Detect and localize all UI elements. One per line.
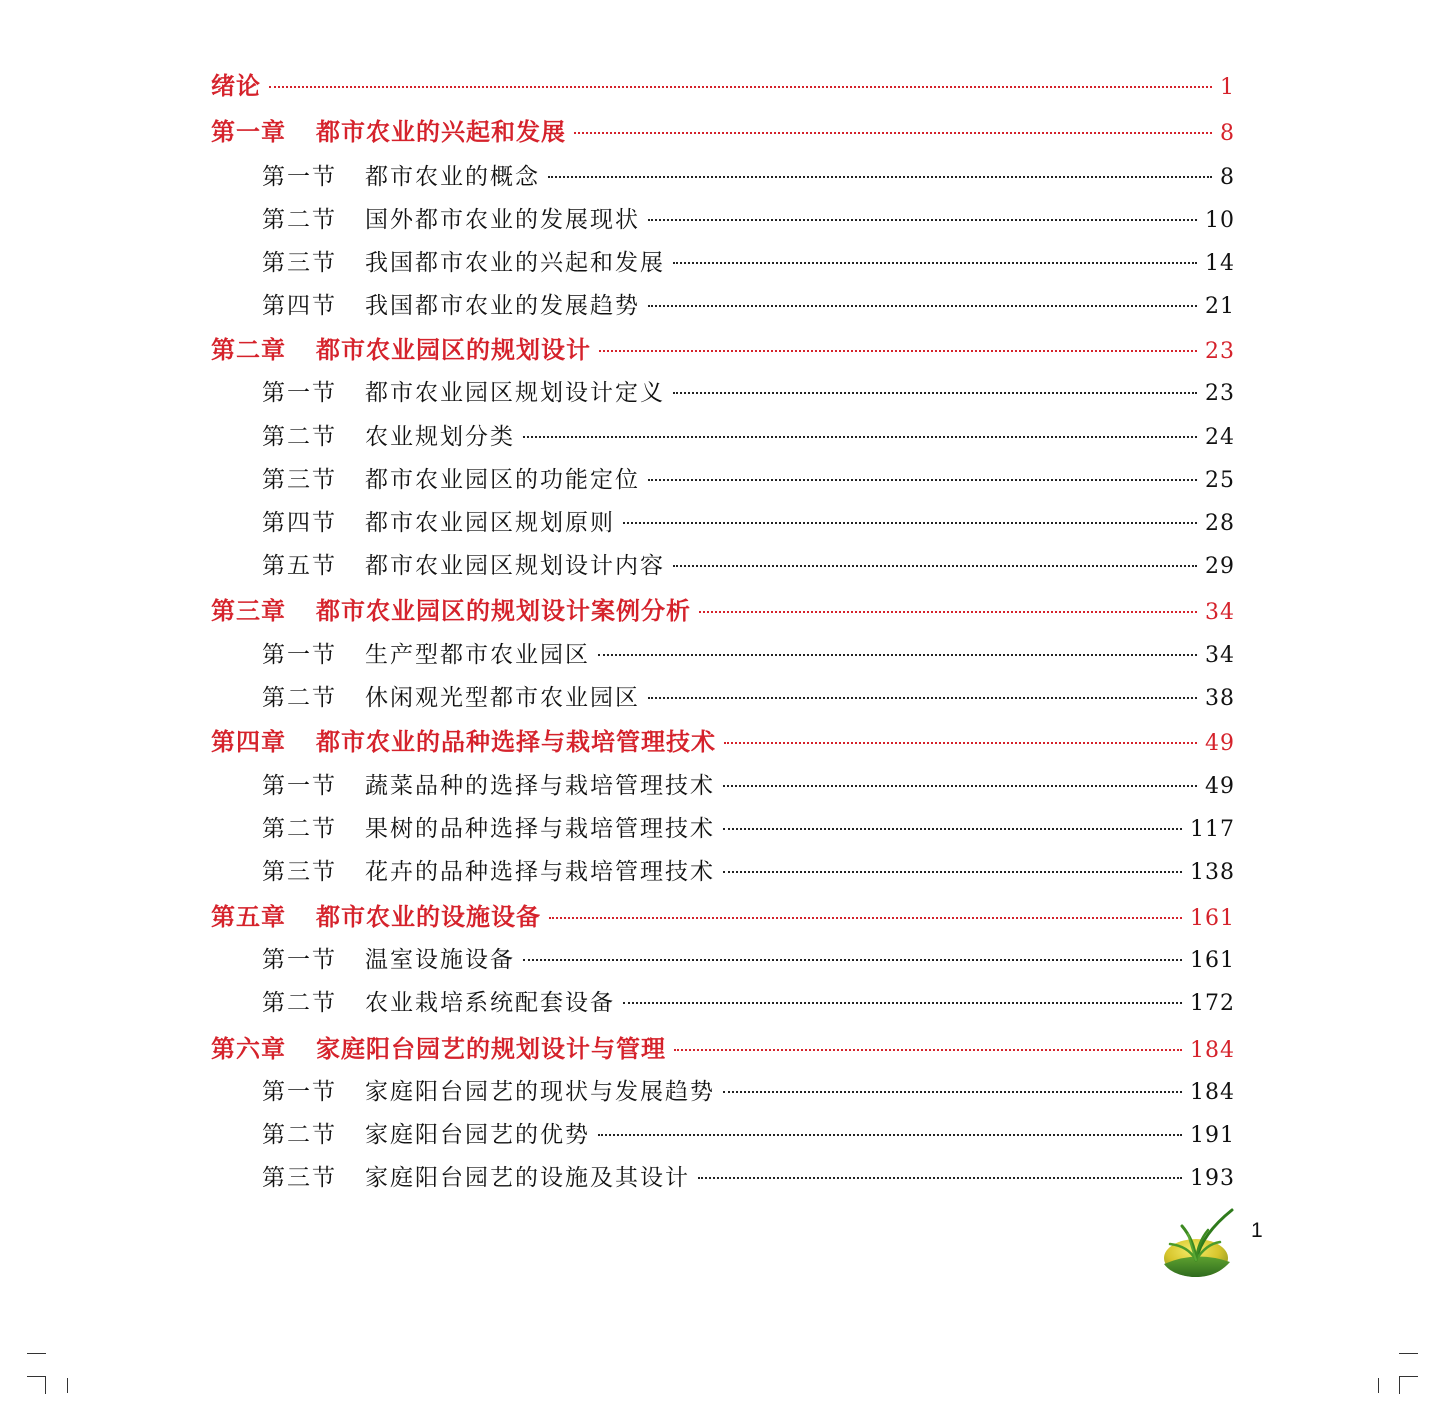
toc-entry-page: 34 — [1205, 600, 1235, 625]
toc-entry-page: 24 — [1205, 425, 1235, 450]
toc-section-entry[interactable] — [262, 810, 1235, 843]
dot-leader — [623, 522, 1197, 524]
toc-entry-page: 14 — [1205, 251, 1235, 276]
toc-entry-number: 第三节 — [262, 1165, 337, 1191]
toc-entry-number: 第一节 — [262, 947, 337, 973]
toc-entry-page: 10 — [1205, 208, 1235, 233]
dot-leader — [698, 1177, 1182, 1179]
toc-entry-title: 都市农业园区规划设计定义 — [365, 380, 665, 406]
dot-leader — [699, 611, 1197, 613]
toc-section-entry[interactable] — [262, 636, 1235, 669]
dot-leader — [673, 392, 1197, 394]
toc-entry-title: 都市农业的概念 — [365, 164, 540, 190]
toc-entry-number: 第一节 — [262, 1079, 337, 1105]
toc-entry-page: 8 — [1220, 165, 1235, 190]
toc-chapter-entry[interactable] — [211, 1029, 1235, 1064]
toc-entry-number: 第二节 — [262, 207, 337, 233]
toc-section-entry[interactable] — [262, 418, 1235, 451]
toc-entry-title: 都市农业的设施设备 — [316, 903, 541, 931]
toc-entry-page: 29 — [1205, 554, 1235, 579]
toc-entry-number: 第一章 — [211, 118, 286, 146]
toc-entry-title: 国外都市农业的发展现状 — [365, 207, 640, 233]
toc-entry-title: 绪论 — [211, 72, 261, 100]
toc-entry-label — [262, 374, 665, 407]
toc-entry-page: 49 — [1205, 731, 1235, 756]
toc-entry-title: 都市农业园区的功能定位 — [365, 467, 640, 493]
toc-entry-title: 农业栽培系统配套设备 — [365, 990, 615, 1016]
toc-chapter-entry[interactable] — [211, 897, 1235, 932]
toc-entry-title: 家庭阳台园艺的规划设计与管理 — [316, 1035, 666, 1063]
toc-entry-label — [262, 636, 590, 669]
toc-section-entry[interactable] — [262, 374, 1235, 407]
toc-entry-title: 温室设施设备 — [365, 947, 515, 973]
toc-entry-number: 第二节 — [262, 1122, 337, 1148]
toc-entry-page: 38 — [1205, 686, 1235, 711]
toc-section-entry[interactable] — [262, 941, 1235, 974]
toc-entry-page: 172 — [1190, 991, 1235, 1016]
toc-entry-label — [262, 941, 515, 974]
toc-entry-page: 25 — [1205, 468, 1235, 493]
toc-entry-title: 花卉的品种选择与栽培管理技术 — [365, 859, 715, 885]
toc-entry-number: 第三节 — [262, 859, 337, 885]
toc-entry-number: 第三节 — [262, 467, 337, 493]
crop-mark — [1378, 1378, 1379, 1393]
toc-entry-label — [262, 287, 640, 320]
toc-entry-page: 28 — [1205, 511, 1235, 536]
toc-entry-label — [262, 547, 665, 580]
toc-section-entry[interactable] — [262, 1073, 1235, 1106]
toc-entry-title: 都市农业园区的规划设计 — [316, 336, 591, 364]
toc-section-entry[interactable] — [262, 461, 1235, 494]
toc-entry-number: 第一节 — [262, 164, 337, 190]
plant-sprout-logo-icon — [1158, 1204, 1238, 1280]
toc-entry-number: 第二节 — [262, 685, 337, 711]
dot-leader — [723, 871, 1182, 873]
toc-section-entry[interactable] — [262, 547, 1235, 580]
dot-leader — [523, 959, 1182, 961]
dot-leader — [574, 132, 1212, 134]
toc-entry-number: 第五章 — [211, 903, 286, 931]
toc-entry-label — [262, 767, 715, 800]
toc-section-entry[interactable] — [262, 767, 1235, 800]
toc-entry-number: 第一节 — [262, 380, 337, 406]
dot-leader — [673, 262, 1197, 264]
toc-section-entry[interactable] — [262, 984, 1235, 1017]
toc-chapter-entry[interactable] — [211, 330, 1235, 365]
dot-leader — [724, 742, 1197, 744]
toc-entry-title: 都市农业园区规划设计内容 — [365, 553, 665, 579]
toc-entry-number: 第四章 — [211, 728, 286, 756]
crop-mark — [1399, 1376, 1418, 1377]
toc-entry-label — [211, 897, 541, 932]
toc-section-entry[interactable] — [262, 244, 1235, 277]
toc-entry-number: 第二节 — [262, 816, 337, 842]
toc-entry-title: 都市农业的品种选择与栽培管理技术 — [316, 728, 716, 756]
toc-section-entry[interactable] — [262, 679, 1235, 712]
dot-leader — [648, 697, 1197, 699]
toc-entry-title: 家庭阳台园艺的现状与发展趋势 — [365, 1079, 715, 1105]
toc-entry-label — [211, 330, 591, 365]
toc-entry-title: 农业规划分类 — [365, 424, 515, 450]
dot-leader — [523, 436, 1197, 438]
dot-leader — [648, 479, 1197, 481]
toc-section-entry[interactable] — [262, 504, 1235, 537]
toc-entry-number: 第一节 — [262, 773, 337, 799]
toc-entry-number: 第三章 — [211, 597, 286, 625]
toc-entry-label — [262, 418, 515, 451]
crop-mark — [45, 1376, 46, 1394]
toc-entry-title: 果树的品种选择与栽培管理技术 — [365, 816, 715, 842]
toc-entry-label — [262, 1159, 690, 1192]
toc-entry-page: 161 — [1190, 948, 1235, 973]
toc-entry-label — [211, 112, 566, 147]
toc-entry-title: 蔬菜品种的选择与栽培管理技术 — [365, 773, 715, 799]
toc-entry-page: 191 — [1190, 1123, 1235, 1148]
toc-entry-label — [262, 158, 540, 191]
toc-entry-title: 都市农业的兴起和发展 — [316, 118, 566, 146]
toc-section-entry[interactable] — [262, 158, 1235, 191]
dot-leader — [673, 565, 1197, 567]
toc-entry-label — [262, 853, 715, 886]
toc-entry-page: 161 — [1190, 906, 1235, 931]
toc-entry-page: 8 — [1220, 121, 1235, 146]
toc-entry-page: 117 — [1190, 817, 1235, 842]
toc-entry-label — [262, 1116, 590, 1149]
toc-entry-number: 第二节 — [262, 424, 337, 450]
crop-mark — [1399, 1353, 1418, 1354]
dot-leader — [648, 219, 1197, 221]
toc-entry-number: 第六章 — [211, 1035, 286, 1063]
toc-entry-label — [262, 504, 615, 537]
toc-entry-label — [211, 591, 691, 626]
toc-entry-label — [262, 461, 640, 494]
crop-mark — [27, 1353, 46, 1354]
dot-leader — [269, 86, 1212, 88]
toc-entry-number: 第四节 — [262, 510, 337, 536]
toc-chapter-entry[interactable] — [211, 722, 1235, 757]
toc-entry-label — [211, 1029, 666, 1064]
toc-entry-number: 第五节 — [262, 553, 337, 579]
dot-leader — [549, 917, 1182, 919]
toc-entry-label — [262, 679, 640, 712]
dot-leader — [674, 1049, 1182, 1051]
toc-section-entry[interactable] — [262, 201, 1235, 234]
toc-entry-page: 49 — [1205, 774, 1235, 799]
toc-entry-page: 193 — [1190, 1166, 1235, 1191]
toc-entry-page: 23 — [1205, 339, 1235, 364]
dot-leader — [548, 176, 1212, 178]
toc-entry-number: 第四节 — [262, 293, 337, 319]
toc-entry-page: 1 — [1220, 75, 1235, 100]
toc-chapter-entry[interactable] — [211, 66, 1235, 101]
toc-entry-title: 家庭阳台园艺的设施及其设计 — [365, 1165, 690, 1191]
dot-leader — [723, 1091, 1182, 1093]
dot-leader — [723, 785, 1197, 787]
toc-entry-label — [262, 1073, 715, 1106]
crop-mark — [27, 1376, 46, 1377]
toc-entry-number: 第二章 — [211, 336, 286, 364]
toc-section-entry[interactable] — [262, 1116, 1235, 1149]
toc-section-entry[interactable] — [262, 1159, 1235, 1192]
page-number: 1 — [1251, 1219, 1263, 1242]
dot-leader — [623, 1002, 1182, 1004]
toc-section-entry[interactable] — [262, 853, 1235, 886]
toc-section-entry[interactable] — [262, 287, 1235, 320]
dot-leader — [648, 305, 1197, 307]
toc-chapter-entry[interactable] — [211, 591, 1235, 626]
dot-leader — [598, 1134, 1182, 1136]
toc-entry-title: 都市农业园区规划原则 — [365, 510, 615, 536]
crop-mark — [67, 1378, 68, 1393]
toc-entry-label — [262, 984, 615, 1017]
toc-entry-title: 都市农业园区的规划设计案例分析 — [316, 597, 691, 625]
toc-entry-title: 休闲观光型都市农业园区 — [365, 685, 640, 711]
toc-entry-page: 23 — [1205, 381, 1235, 406]
toc-entry-label — [211, 66, 261, 101]
dot-leader — [723, 828, 1182, 830]
toc-entry-number: 第一节 — [262, 642, 337, 668]
toc-entry-label — [262, 244, 665, 277]
toc-entry-page: 21 — [1205, 294, 1235, 319]
toc-entry-label — [262, 201, 640, 234]
dot-leader — [599, 350, 1197, 352]
toc-entry-title: 家庭阳台园艺的优势 — [365, 1122, 590, 1148]
toc-entry-page: 184 — [1190, 1080, 1235, 1105]
toc-entry-number: 第二节 — [262, 990, 337, 1016]
toc-entry-title: 生产型都市农业园区 — [365, 642, 590, 668]
dot-leader — [598, 654, 1197, 656]
toc-entry-title: 我国都市农业的发展趋势 — [365, 293, 640, 319]
toc-entry-page: 34 — [1205, 643, 1235, 668]
toc-entry-label — [262, 810, 715, 843]
crop-mark — [1399, 1376, 1400, 1394]
toc-entry-title: 我国都市农业的兴起和发展 — [365, 250, 665, 276]
toc-entry-page: 184 — [1190, 1038, 1235, 1063]
toc-entry-page: 138 — [1190, 860, 1235, 885]
toc-entry-number: 第三节 — [262, 250, 337, 276]
toc-entry-label — [211, 722, 716, 757]
toc-chapter-entry[interactable] — [211, 112, 1235, 147]
